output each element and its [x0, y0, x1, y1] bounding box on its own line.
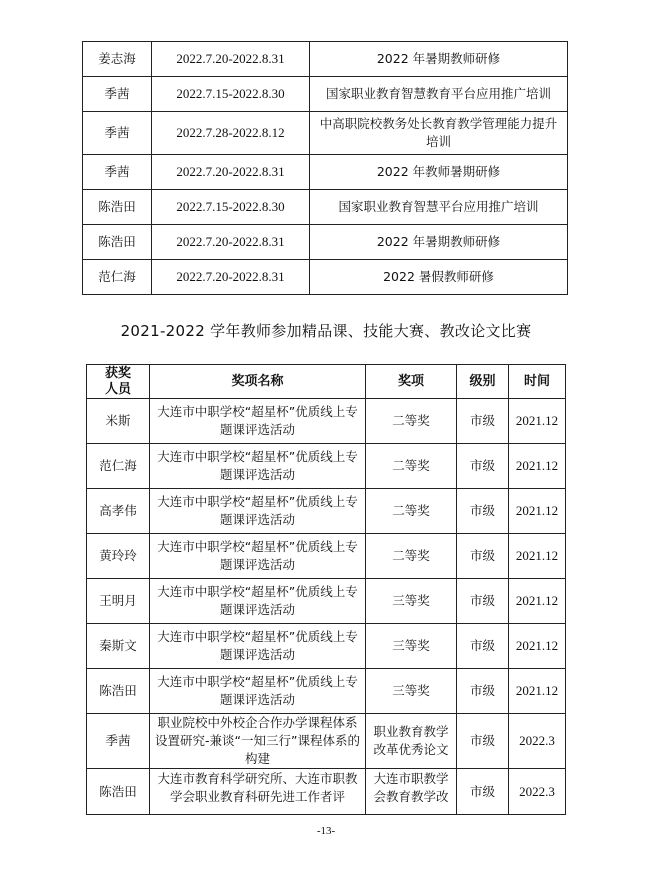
training-program: 2022 年教师暑期研修 [310, 155, 568, 190]
table-row [83, 42, 568, 77]
award-level: 市级 [457, 624, 509, 669]
training-period: 2022.7.20-2022.8.31 [152, 225, 310, 260]
award-prize: 三等奖 [366, 669, 457, 714]
table-row [87, 769, 566, 815]
award-prize-cell [366, 769, 457, 815]
table-row [83, 260, 568, 295]
training-program: 2022 年暑期教师研修 [310, 42, 568, 77]
award-person: 秦斯文 [87, 624, 150, 669]
award-person: 季茜 [87, 714, 150, 769]
award-date: 2022.3 [509, 714, 566, 769]
table-row [87, 534, 566, 579]
award-name: 大连市中职学校“超星杯”优质线上专题课评选活动 [150, 399, 366, 444]
award-level: 市级 [457, 714, 509, 769]
award-name-cell [150, 769, 366, 815]
teacher-name: 姜志海 [83, 42, 152, 77]
table-row [83, 77, 568, 112]
teacher-name: 范仁海 [83, 260, 152, 295]
section-title: 2021-2022 学年教师参加精品课、技能大赛、教改论文比赛 [120, 322, 532, 340]
teacher-training-table [82, 41, 568, 295]
award-name: 大连市教育科学研究所、大连市职教学会职业教育科研先进工作者评 [157, 771, 358, 804]
table-row [83, 190, 568, 225]
table-row [83, 225, 568, 260]
award-date: 2021.12 [509, 444, 566, 489]
award-level: 市级 [457, 669, 509, 714]
award-date: 2021.12 [509, 534, 566, 579]
award-prize: 职业教育教学改革优秀论文 [366, 714, 457, 769]
award-person: 范仁海 [87, 444, 150, 489]
teacher-name: 陈浩田 [83, 190, 152, 225]
table-header-row [87, 365, 566, 399]
award-prize: 大连市职教学会教育教学改 [373, 771, 449, 804]
award-date: 2021.12 [509, 489, 566, 534]
award-prize: 二等奖 [366, 534, 457, 579]
award-prize: 二等奖 [366, 489, 457, 534]
table-row [87, 399, 566, 444]
award-prize: 三等奖 [366, 579, 457, 624]
teacher-name: 季茜 [83, 112, 152, 155]
header-date: 时间 [509, 365, 566, 399]
award-prize: 二等奖 [366, 399, 457, 444]
training-program: 中高职院校教务处长教育教学管理能力提升培训 [310, 112, 568, 155]
teacher-name: 季茜 [83, 155, 152, 190]
award-name: 大连市中职学校“超星杯”优质线上专题课评选活动 [150, 624, 366, 669]
training-program: 2022 暑假教师研修 [310, 260, 568, 295]
header-person: 获奖人员 [87, 365, 150, 399]
award-level: 市级 [457, 579, 509, 624]
table-row [83, 112, 568, 155]
award-name: 大连市中职学校“超星杯”优质线上专题课评选活动 [150, 534, 366, 579]
award-name: 大连市中职学校“超星杯”优质线上专题课评选活动 [150, 489, 366, 534]
training-period: 2022.7.20-2022.8.31 [152, 155, 310, 190]
award-person: 米斯 [87, 399, 150, 444]
award-name: 大连市中职学校“超星杯”优质线上专题课评选活动 [150, 579, 366, 624]
table-row [87, 714, 566, 769]
training-period: 2022.7.20-2022.8.31 [152, 42, 310, 77]
award-prize: 二等奖 [366, 444, 457, 489]
training-program: 国家职业教育智慧教育平台应用推广培训 [310, 77, 568, 112]
award-level: 市级 [457, 534, 509, 579]
table-row [83, 155, 568, 190]
table-row [87, 624, 566, 669]
award-person: 王明月 [87, 579, 150, 624]
award-date: 2021.12 [509, 669, 566, 714]
award-person: 陈浩田 [87, 669, 150, 714]
award-person: 陈浩田 [87, 769, 150, 815]
header-award-name: 奖项名称 [150, 365, 366, 399]
award-level: 市级 [457, 399, 509, 444]
awards-table [86, 364, 566, 815]
table-row [87, 579, 566, 624]
award-person: 高孝伟 [87, 489, 150, 534]
award-prize: 三等奖 [366, 624, 457, 669]
training-period: 2022.7.15-2022.8.30 [152, 190, 310, 225]
teacher-name: 季茜 [83, 77, 152, 112]
award-date: 2021.12 [509, 624, 566, 669]
award-level: 市级 [457, 769, 509, 815]
header-level: 级别 [457, 365, 509, 399]
award-name: 职业院校中外校企合作办学课程体系设置研究-兼谈“一知三行”课程体系的构建 [150, 714, 366, 769]
header-prize: 奖项 [366, 365, 457, 399]
award-person: 黄玲玲 [87, 534, 150, 579]
training-period: 2022.7.15-2022.8.30 [152, 77, 310, 112]
page-number: -13- [316, 825, 336, 837]
award-date: 2022.3 [509, 769, 566, 815]
training-period: 2022.7.20-2022.8.31 [152, 260, 310, 295]
award-date: 2021.12 [509, 579, 566, 624]
training-period: 2022.7.28-2022.8.12 [152, 112, 310, 155]
award-date: 2021.12 [509, 399, 566, 444]
table-row [87, 669, 566, 714]
table-row [87, 489, 566, 534]
award-name: 大连市中职学校“超星杯”优质线上专题课评选活动 [150, 669, 366, 714]
training-program: 国家职业教育智慧平台应用推广培训 [310, 190, 568, 225]
table-row [87, 444, 566, 489]
award-level: 市级 [457, 489, 509, 534]
award-name: 大连市中职学校“超星杯”优质线上专题课评选活动 [150, 444, 366, 489]
teacher-name: 陈浩田 [83, 225, 152, 260]
training-program: 2022 年暑期教师研修 [310, 225, 568, 260]
award-level: 市级 [457, 444, 509, 489]
